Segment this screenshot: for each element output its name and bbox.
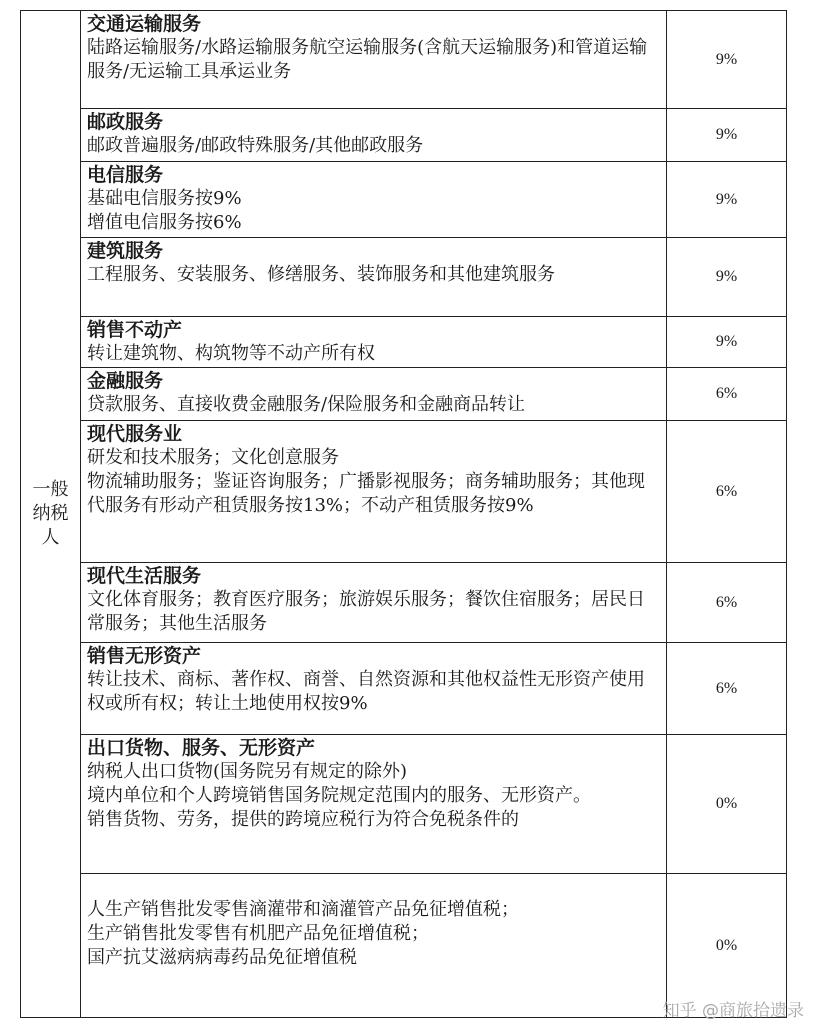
table-row xyxy=(21,238,787,317)
tax-rate-cell: 6% xyxy=(667,643,787,735)
category-title: 出口货物、服务、无形资产 xyxy=(87,737,316,759)
category-description: 贷款服务、直接收费金融服务/保险服务和金融商品转让 xyxy=(87,394,526,415)
tax-rate-cell: 6% xyxy=(667,421,787,563)
table-row xyxy=(21,368,787,421)
table-row xyxy=(21,421,787,563)
category-cell xyxy=(81,874,667,1018)
category-title: 交通运输服务 xyxy=(87,13,202,35)
taxpayer-type-label: 一般纳税人 xyxy=(32,479,69,548)
tax-rate-cell: 9% xyxy=(667,317,787,368)
table-row xyxy=(21,563,787,643)
category-description: 转让建筑物、构筑物等不动产所有权 xyxy=(87,343,375,364)
category-cell xyxy=(81,238,667,317)
category-description: 文化体育服务；教育医疗服务；旅游娱乐服务；餐饮住宿服务；居民日常服务；其他生活服务 xyxy=(87,589,645,634)
tax-rate-cell: 6% xyxy=(667,563,787,643)
category-description: 研发和技术服务；文化创意服务 物流辅助服务；鉴证咨询服务；广播影视服务；商务辅助服务；其他现代服务有形动产租赁服务按13%；不动产租赁服务按9% xyxy=(87,447,645,516)
category-title: 销售不动产 xyxy=(87,319,183,341)
category-title: 邮政服务 xyxy=(87,111,164,133)
category-cell xyxy=(81,162,667,238)
category-description: 人生产销售批发零售滴灌带和滴灌管产品免征增值税； 生产销售批发零售有机肥产品免征增值税； 国产抗艾滋病病毒药品免征增值税 xyxy=(87,899,519,968)
category-cell xyxy=(81,735,667,874)
tax-rate-cell: 9% xyxy=(667,162,787,238)
category-title: 现代生活服务 xyxy=(87,565,202,587)
category-description: 纳税人出口货物(国务院另有规定的除外) 境内单位和个人跨境销售国务院规定范围内的服务、无形资产。 销售货物、劳务，提供的跨境应税行为符合免税条件的 xyxy=(87,761,591,830)
tax-rate-cell: 9% xyxy=(667,109,787,162)
category-description: 陆路运输服务/水路运输服务航空运输服务(含航天运输服务)和管道运输服务/无运输工具承运业务 xyxy=(87,37,648,82)
table-row xyxy=(21,643,787,735)
table-row xyxy=(21,735,787,874)
watermark-text: 知乎 @商旅拾遗录 xyxy=(662,1001,804,1021)
category-cell xyxy=(81,109,667,162)
category-cell xyxy=(81,421,667,563)
vat-rate-table xyxy=(20,10,787,1018)
category-description: 工程服务、安装服务、修缮服务、装饰服务和其他建筑服务 xyxy=(87,264,555,285)
tax-rate-cell: 6% xyxy=(667,368,787,421)
category-cell xyxy=(81,643,667,735)
tax-rate-cell: 9% xyxy=(667,238,787,317)
category-description: 邮政普遍服务/邮政特殊服务/其他邮政服务 xyxy=(87,135,424,156)
category-cell xyxy=(81,11,667,109)
table-row xyxy=(21,162,787,238)
category-title: 销售无形资产 xyxy=(87,645,202,667)
category-description: 转让技术、商标、著作权、商誉、自然资源和其他权益性无形资产使用权或所有权；转让土地使用权按9% xyxy=(87,669,645,714)
tax-rate-cell: 9% xyxy=(667,11,787,109)
category-description: 基础电信服务按9% 增值电信服务按6% xyxy=(87,188,242,233)
table-row xyxy=(21,317,787,368)
category-title: 现代服务业 xyxy=(87,423,183,445)
table-row xyxy=(21,11,787,109)
category-title: 电信服务 xyxy=(87,164,164,186)
category-cell xyxy=(81,317,667,368)
category-title: 建筑服务 xyxy=(87,240,164,262)
tax-rate-cell: 0% xyxy=(667,874,787,1018)
taxpayer-type-cell xyxy=(21,11,81,1018)
tax-rate-cell: 0% xyxy=(667,735,787,874)
table-row xyxy=(21,109,787,162)
category-cell xyxy=(81,563,667,643)
category-title: 金融服务 xyxy=(87,370,164,392)
category-cell xyxy=(81,368,667,421)
